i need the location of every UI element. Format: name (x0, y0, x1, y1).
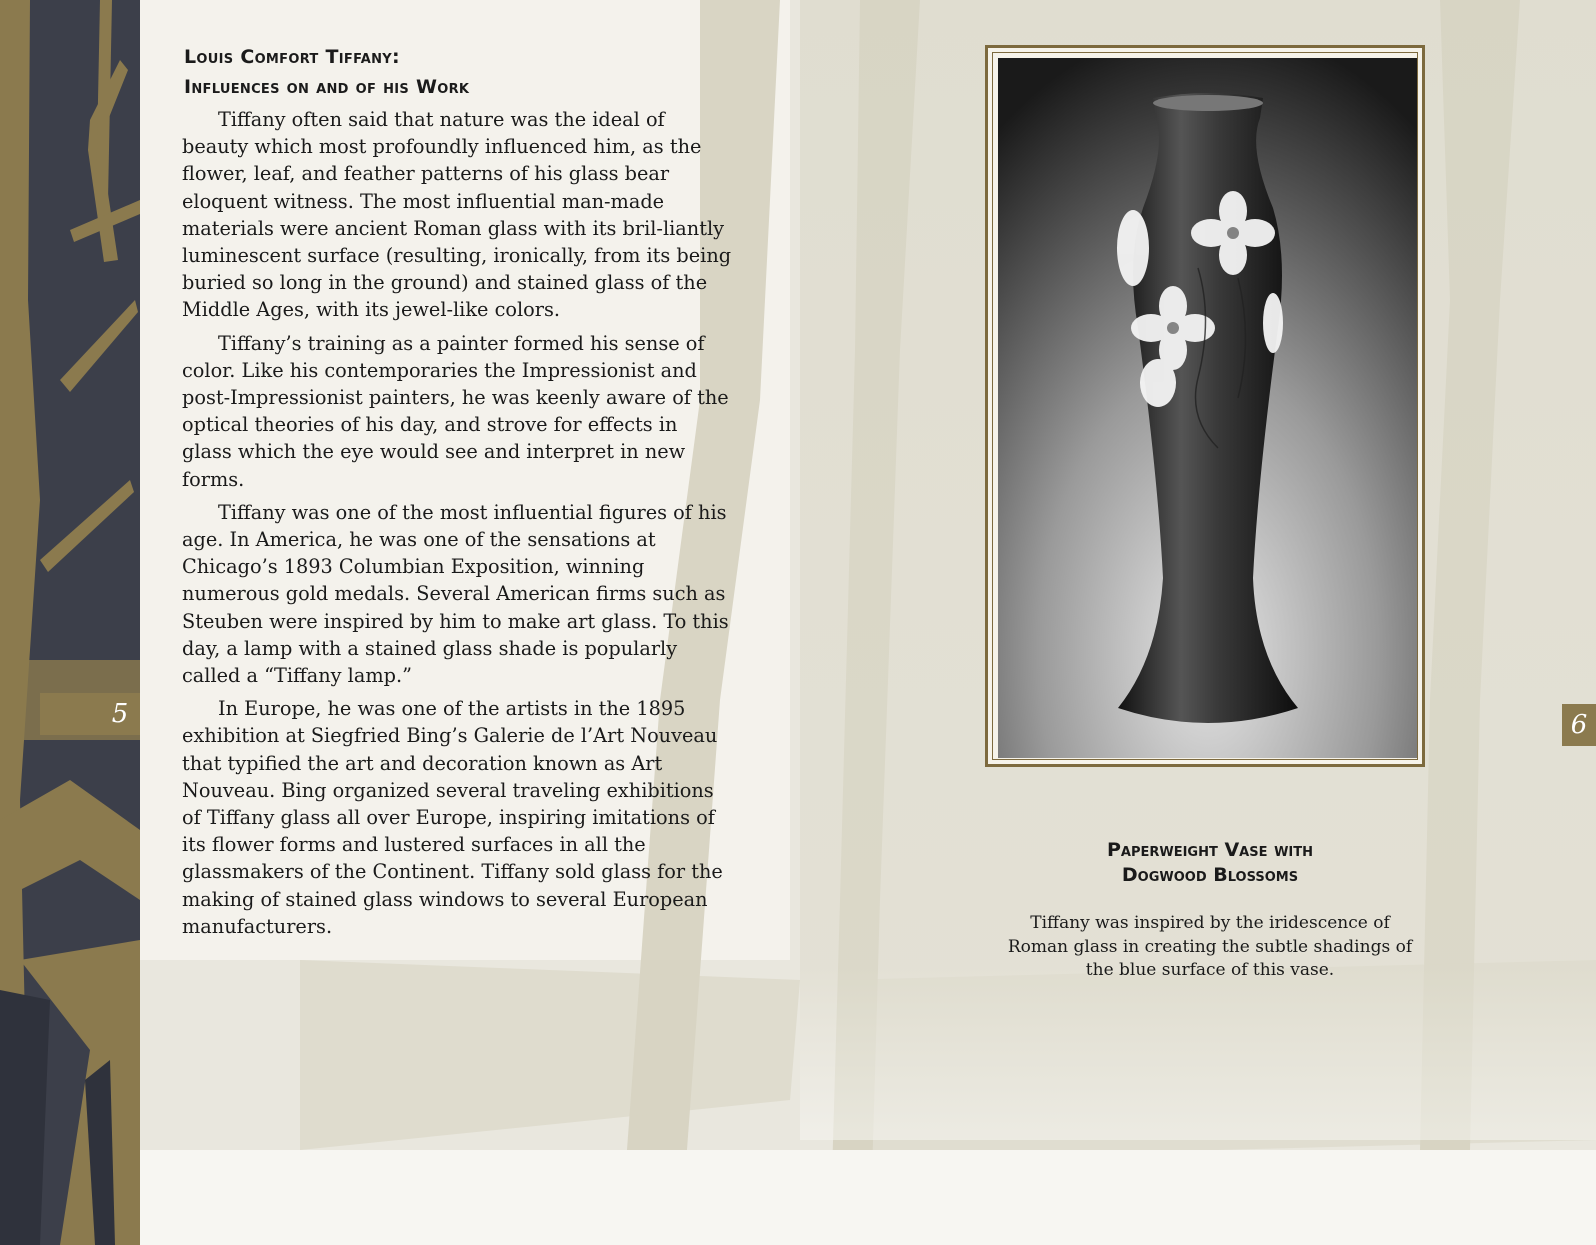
article-heading (184, 42, 469, 102)
caption-title-line-1: Paperweight Vase with (1106, 839, 1314, 861)
paragraph: Tiffany often said that nature was the ideal of beauty which most profoundly influenced him, as the flower, leaf, and feather patterns of his glass bear eloquent witness. The most influential man-made materials were ancient Roman glass with its bril-liantly luminescent surface (resulting, ironically, from its being buried so long in the ground) and stained glass of the Middle Ages, with its jewel-like colors. (182, 108, 732, 322)
page-number-left: 5 (40, 693, 140, 735)
photo-caption-text: Tiffany was inspired by the iridescence of Roman glass in creating the subtle shadings of the blue surface of this vase. (1007, 913, 1413, 980)
photo-caption-title (1040, 838, 1380, 888)
vase-photo (998, 58, 1418, 758)
paragraph: Tiffany’s training as a painter formed his sense of color. Like his contemporaries the Impressionist and post-Impressionist painters, he was keenly aware of the optical theories of his day, and strove for effects in glass which the eye would see and interpret in new forms. (182, 331, 729, 491)
heading-line-1: Louis Comfort Tiffany: (184, 46, 400, 68)
paragraph: In Europe, he was one of the artists in the 1895 exhibition at Siegfried Bing’s Galerie de l’Art Nouveau that typified the art and decoration known as Art Nouveau. Bing organized several traveling exhibitions of Tiffany glass all over Europe, inspiring imitations of its flower forms and lustered surfaces in all the glassmakers of the Continent. Tiffany sold glass for the making of stained glass windows to several European manufacturers. (182, 697, 723, 938)
caption-title-line-2: Dogwood Blossoms (1121, 864, 1299, 886)
left-decorative-strip (0, 0, 140, 1245)
page-number-right: 6 (1562, 704, 1596, 746)
article-body (182, 106, 732, 946)
heading-line-2: Influences on and of his Work (184, 76, 470, 98)
paragraph: Tiffany was one of the most influential figures of his age. In America, he was one of the sensations at Chicago’s 1893 Columbian Exposition, winning numerous gold medals. Several American firms such as Steuben were inspired by him to make art glass. To this day, a lamp with a stained glass shade is popularly called a “Tiffany lamp.” (182, 500, 729, 688)
photo-frame-inner-border (992, 52, 1418, 760)
photo-frame (985, 45, 1425, 767)
